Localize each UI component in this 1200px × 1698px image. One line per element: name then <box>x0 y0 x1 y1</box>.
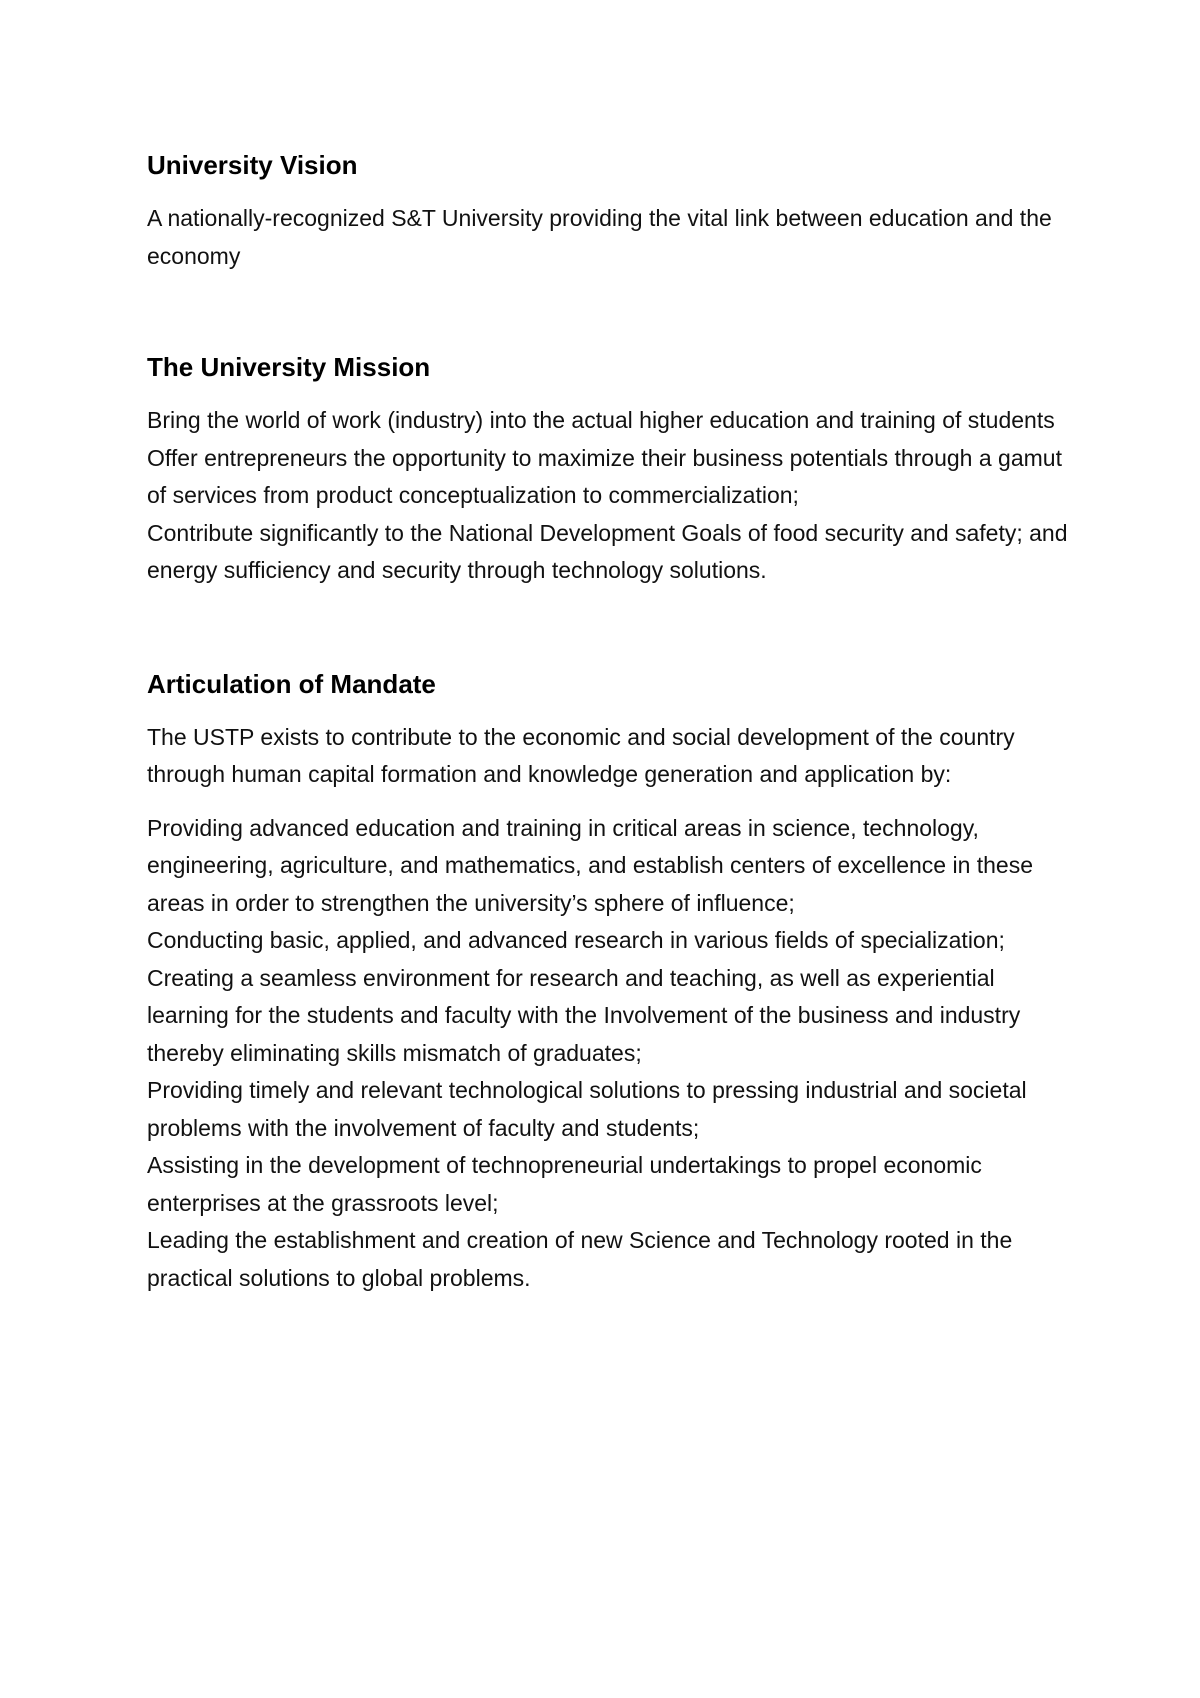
mission-item: Bring the world of work (industry) into the actual higher education and training of students <box>147 407 1055 433</box>
vision-heading: University Vision <box>147 150 358 180</box>
document-page <box>147 148 1077 1297</box>
mandate-list <box>147 810 1077 1298</box>
mission-item: Contribute significantly to the National Development Goals of food security and safety; and energy sufficiency and security through technology solutions. <box>147 519 1068 583</box>
mandate-intro: The USTP exists to contribute to the economic and social development of the country through human capital formation and knowledge generation and application by: <box>147 723 1015 787</box>
mandate-heading: Articulation of Mandate <box>147 668 436 699</box>
mandate-item: Providing advanced education and training in critical areas in science, technology, engineering, agriculture, and mathematics, and establish centers of excellence in these areas in order to strengthen the university’s sphere of influence; <box>147 814 1034 916</box>
mission-heading: The University Mission <box>147 352 431 382</box>
mandate-item: Providing timely and relevant technological solutions to pressing industrial and societal problems with the involvement of faculty and students; <box>147 1077 1027 1141</box>
vision-statement: A nationally-recognized S&T University providing the vital link between education and the economy <box>147 205 1052 269</box>
mission-list <box>147 402 1077 590</box>
mandate-item: Conducting basic, applied, and advanced research in various fields of specialization; <box>147 927 1005 953</box>
mission-item: Offer entrepreneurs the opportunity to maximize their business potentials through a gamut of services from product conceptualization to commercialization; <box>147 444 1062 508</box>
mandate-item: Creating a seamless environment for research and teaching, as well as experiential learning for the students and faculty with the Involvement of the business and industry thereby eliminating skills mismatch of graduates; <box>147 964 1021 1066</box>
mandate-item: Assisting in the development of technopreneurial undertakings to propel economic enterprises at the grassroots level; <box>147 1152 982 1216</box>
mandate-item: Leading the establishment and creation of new Science and Technology rooted in the practical solutions to global problems. <box>147 1227 1013 1291</box>
